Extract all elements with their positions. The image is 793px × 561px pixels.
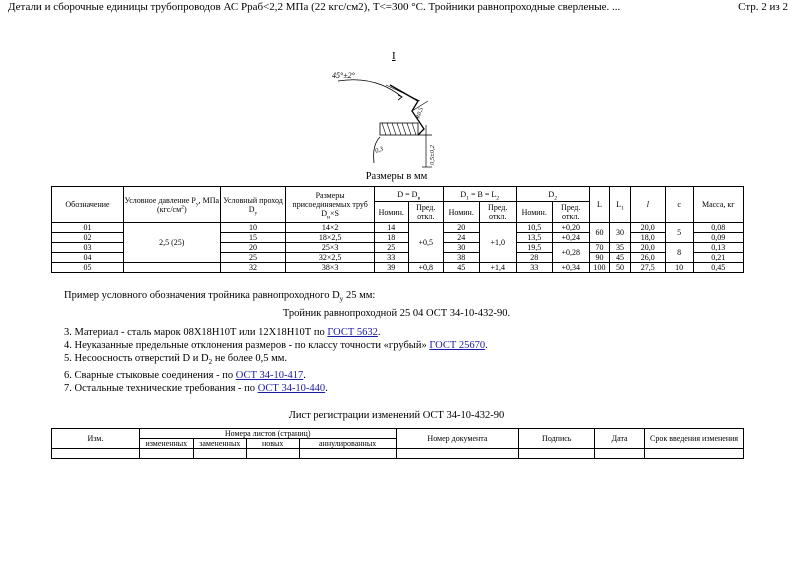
col-designation: Обозначение — [52, 187, 124, 223]
col-d2: $D_2$ — [516, 187, 589, 202]
col-replaced: замененных — [193, 439, 246, 449]
example-designation: Тройник равнопроходной 25 04 ОСТ 34-10-432-90. — [282, 308, 511, 319]
table-row: 05 32 38×3 39 +0,8 45 +1,4 33 +0,34 100 50 27,5 10 0,45 — [52, 263, 744, 273]
note-4: 4. Неуказанные предельные отклонения размеров - по классу точности «грубый» ГОСТ 25670. — [64, 340, 488, 351]
col-new: новых — [246, 439, 299, 449]
note-5: 5. Несоосность отверстий D и $D_2$ не более 0,5 мм. — [64, 353, 288, 367]
table-row: 01 2,5 (25) 10 14×2 14 +0,5 20 +1,0 10,5 +0,20 60 30 20,0 5 0,08 — [52, 223, 744, 233]
notes-list — [64, 326, 488, 395]
page-header — [8, 1, 788, 13]
dimensions-table — [51, 186, 744, 273]
radius-label: R0,5 — [415, 106, 425, 120]
col-l-small: l — [630, 187, 665, 223]
col-l1: $L_1$ — [610, 187, 631, 223]
detail-label: I — [392, 50, 396, 62]
col-d: $D = D_в$ — [374, 187, 443, 202]
col-changed: измененных — [139, 439, 193, 449]
note-7: 7. Остальные технические требования - по ОСТ 34-10-440. — [64, 383, 328, 394]
note-3: 3. Материал - сталь марок 08Х18Н10Т или 12Х18Н10Т по ГОСТ 5632. — [64, 327, 381, 338]
col-doc-no: Номер документа — [396, 429, 519, 449]
col-d1: $D_1 = B = L_2$ — [443, 187, 516, 202]
col-date: Дата — [595, 429, 645, 449]
col-signature: Подпись — [519, 429, 595, 449]
link-ost-440[interactable]: ОСТ 34-10-440 — [257, 383, 326, 394]
dim-label-small: 0,3 — [374, 145, 385, 155]
col-term: Срок введения изменения — [645, 429, 744, 449]
col-izm: Изм. — [52, 429, 140, 449]
angle-label: 45°±2° — [332, 71, 355, 80]
table-row: 04 25 32×2,5 33 38 28 90 45 26,0 0,21 — [52, 253, 744, 263]
table-row — [52, 449, 744, 459]
link-ost-417[interactable]: ОСТ 34-10-417 — [235, 370, 304, 381]
col-d-tol: Пред. откл. — [408, 202, 443, 223]
col-d2-tol: Пред. откл. — [552, 202, 589, 223]
col-pipes: Размеры присоединяемых труб $D_н\times S$ — [286, 187, 374, 223]
col-sheets: Номера листов (страниц) — [139, 429, 396, 439]
col-mass: Масса, кг — [693, 187, 743, 223]
page-counter: Стр. 2 из 2 — [738, 1, 788, 13]
table-row: 03 20 25×3 25 30 19,5 +0,28 70 35 20,0 8 0,13 — [52, 243, 744, 253]
col-d-nom: Номин. — [374, 202, 408, 223]
col-d1-tol: Пред. откл. — [479, 202, 516, 223]
registry-title: Лист регистрации изменений ОСТ 34-10-432-90 — [288, 410, 505, 421]
col-d2-nom: Номин. — [516, 202, 552, 223]
dims-caption: Размеры в мм — [365, 171, 428, 182]
pressure-value: 2,5 (25) — [123, 223, 220, 263]
dim-label-height: 0,5±0,2 — [429, 145, 436, 165]
col-l: L — [589, 187, 610, 223]
col-pressure: Условное давление $P_у$, МПа $(кгс/см^2)$ — [123, 187, 220, 223]
detail-drawing — [320, 45, 450, 170]
example-line: Пример условного обозначения тройника равнопроходного $D_у$ 25 мм: — [64, 290, 376, 304]
registry-table — [51, 428, 744, 459]
col-c: c — [665, 187, 693, 223]
link-gost-5632[interactable]: ГОСТ 5632 — [327, 327, 378, 338]
col-cancelled: аннулированных — [299, 439, 396, 449]
header-title: Детали и сборочные единицы трубопроводов АС Рраб<2,2 МПа (22 кгс/см2), Т<=300 °С. Тройники равнопроходные сверленые. ... — [8, 1, 621, 13]
link-gost-25670[interactable]: ГОСТ 25670 — [429, 340, 486, 351]
col-d1-nom: Номин. — [443, 202, 479, 223]
note-6: 6. Сварные стыковые соединения - по ОСТ 34-10-417. — [64, 370, 306, 381]
col-bore: Условный проход $D_у$ — [220, 187, 286, 223]
table-row: 02 15 18×2,5 18 24 13,5 +0,24 18,0 0,09 — [52, 233, 744, 243]
